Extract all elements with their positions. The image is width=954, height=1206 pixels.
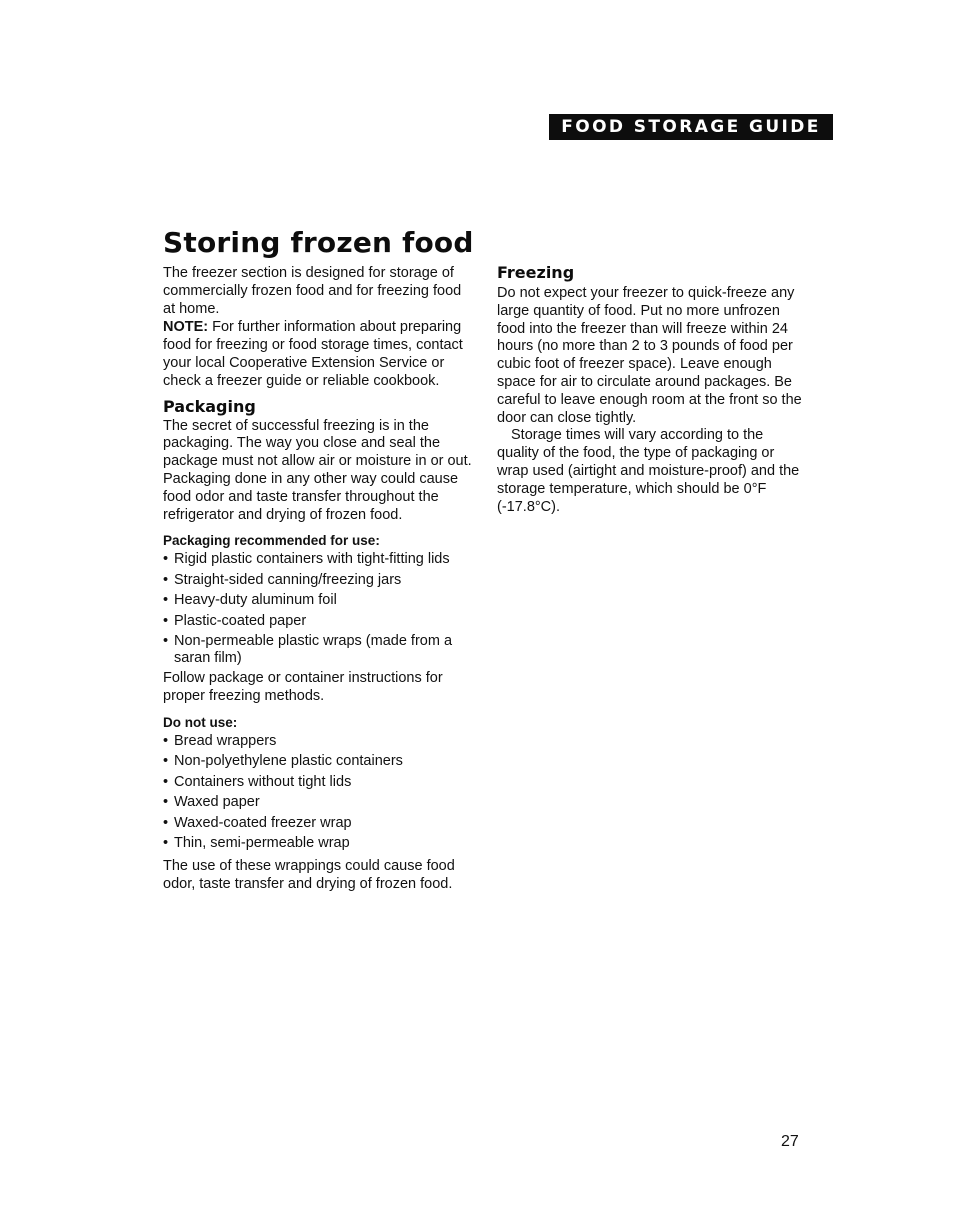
section-header-banner: FOOD STORAGE GUIDE xyxy=(549,114,833,140)
page-number: 27 xyxy=(781,1133,799,1150)
freezing-paragraph-2: Storage times will vary according to the quality of the food, the type of packaging or wrap used (airtight and moisture-proof) and the storage temperature, which should be 0°F (-17.8°C). xyxy=(497,427,800,515)
recommended-list xyxy=(163,549,473,667)
freezing-heading: Freezing xyxy=(497,263,575,282)
freezing-paragraph-1: Do not expect your freezer to quick-freeze any large quantity of food. Put no more unfrozen food into the freezer than will freeze within 24 hours (no more than 2 to 3 pounds of food per cubic foot of freezer space). Leave enough space for air to circulate around packages. Be careful to leave enough room at the front so the door can close tightly. xyxy=(497,285,802,426)
recommended-heading: Packaging recommended for use: xyxy=(163,533,380,549)
list-item: • Non-permeable plastic wraps (made from a saran film) xyxy=(163,633,453,667)
note-label: NOTE: xyxy=(163,319,209,336)
intro-paragraph: The freezer section is designed for storage of commercially frozen food and for freezing food at home. xyxy=(163,265,462,317)
note-paragraph xyxy=(163,319,473,390)
list-item: • Thin, semi-permeable wrap xyxy=(163,835,350,852)
left-column xyxy=(163,265,473,894)
packaging-paragraph: The secret of successful freezing is in the packaging. The way you close and seal the package must not allow air or moisture in or out. Packaging done in any other way could cause food odor and taste transfer throughout the refrigerator and drying of frozen food. xyxy=(163,417,472,523)
closing-paragraph: The use of these wrappings could cause food odor, taste transfer and drying of frozen food. xyxy=(163,857,455,892)
list-item: • Non-polyethylene plastic containers xyxy=(163,753,403,770)
list-item: • Rigid plastic containers with tight-fitting lids xyxy=(163,551,450,568)
page-title: Storing frozen food xyxy=(163,226,474,259)
list-item: • Waxed-coated freezer wrap xyxy=(163,814,352,831)
list-item: • Waxed paper xyxy=(163,794,260,811)
right-column xyxy=(497,263,802,516)
list-item: • Bread wrappers xyxy=(163,732,277,749)
follow-instructions-paragraph: Follow package or container instructions for proper freezing methods. xyxy=(163,670,443,705)
list-item: • Heavy-duty aluminum foil xyxy=(163,592,337,609)
packaging-heading: Packaging xyxy=(163,396,256,416)
do-not-use-heading: Do not use: xyxy=(163,714,238,730)
list-item: • Plastic-coated paper xyxy=(163,612,307,629)
list-item: • Straight-sided canning/freezing jars xyxy=(163,571,402,588)
note-text: For further information about preparing food for freezing or food storage times, contact your local Cooperative Extension Service or check a freezer guide or reliable cookbook. xyxy=(163,319,463,389)
do-not-use-list xyxy=(163,731,473,854)
list-item: • Containers without tight lids xyxy=(163,773,352,790)
